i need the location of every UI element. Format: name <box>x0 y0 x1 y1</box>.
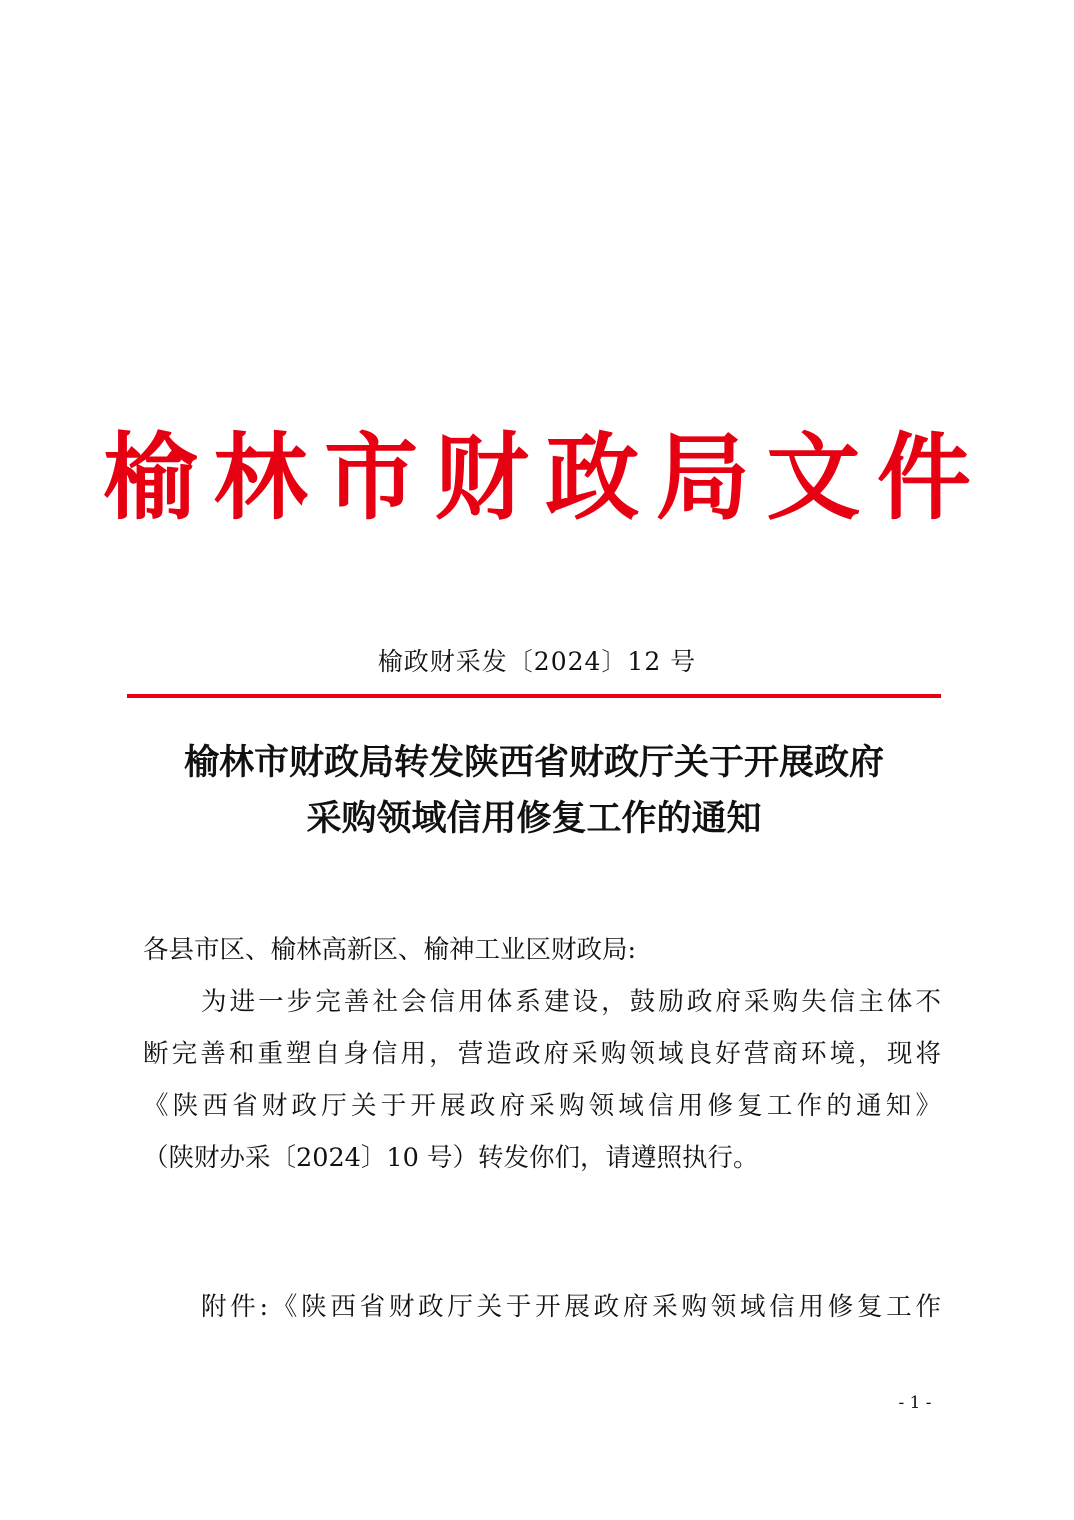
masthead-char: 政 <box>545 423 640 533</box>
paragraph-line-1: 为进一步完善社会信用体系建设，鼓励政府采购失信主体不 <box>201 987 941 1017</box>
masthead-char: 榆 <box>102 423 197 533</box>
document-title <box>127 735 941 847</box>
document-number: 榆政财采发〔2024〕12 号 <box>377 647 697 676</box>
masthead-char: 市 <box>324 423 419 533</box>
masthead-char: 财 <box>434 423 529 533</box>
title-line-1: 榆林市财政局转发陕西省财政厅关于开展政府 <box>183 742 884 783</box>
document-body <box>143 924 941 1184</box>
salutation: 各县市区、榆林高新区、榆神工业区财政局: <box>143 935 637 965</box>
masthead-char: 林 <box>213 423 308 533</box>
masthead-char: 件 <box>876 423 971 533</box>
page-number: - 1 - <box>898 1393 932 1413</box>
masthead-char: 文 <box>766 423 861 533</box>
masthead-title <box>100 416 974 540</box>
paragraph-line-4: （陕财办采〔2024〕10 号）转发你们，请遵照执行。 <box>143 1143 759 1173</box>
paragraph-line-2: 断完善和重塑自身信用，营造政府采购领域良好营商环境，现将 <box>143 1039 941 1069</box>
paragraph-line-3: 《陕西省财政厅关于开展政府采购领域信用修复工作的通知》 <box>143 1091 941 1121</box>
red-divider-line <box>127 694 941 698</box>
masthead-char: 局 <box>655 423 750 533</box>
title-line-2: 采购领域信用修复工作的通知 <box>306 798 762 839</box>
attachment-line: 附件:《陕西省财政厅关于开展政府采购领域信用修复工作 <box>201 1292 941 1322</box>
